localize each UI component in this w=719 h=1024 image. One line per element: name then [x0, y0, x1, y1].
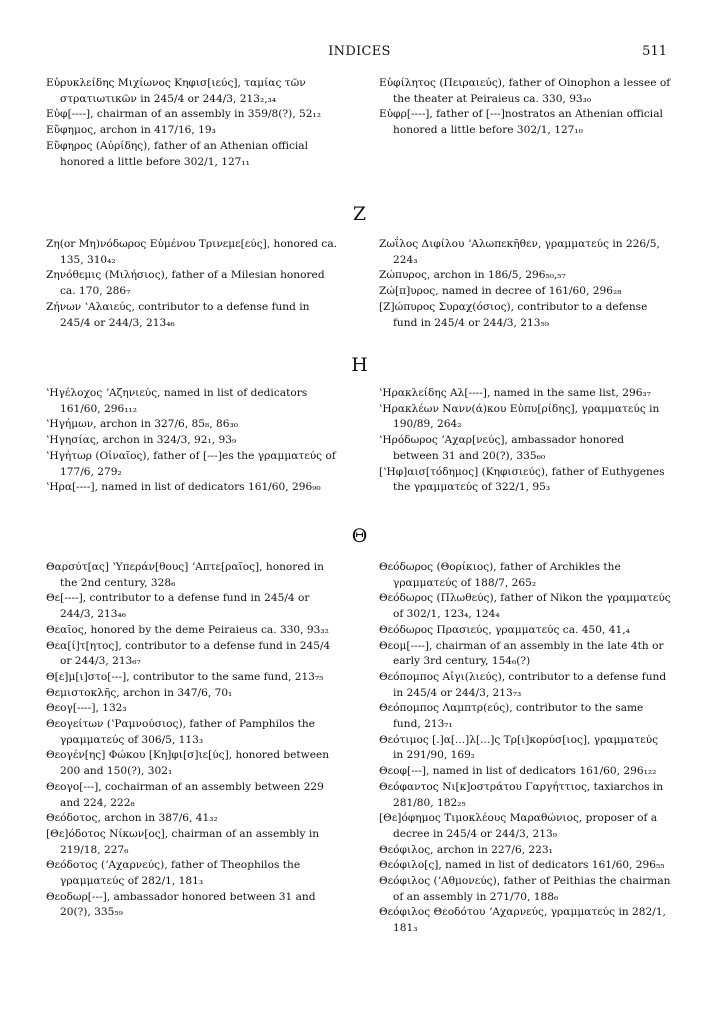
index-entry: Θεόδωρος Πρασιεύς, γραμματεύς ca. 450, 41,₄: [379, 623, 630, 636]
index-entry: ʽΗρακλέων Νανν(ά)κου Εὐπυ[ρίδης], γραμματεύς in 190/89, 264₂: [379, 402, 660, 431]
index-entry: ʽΗγήμων, archon in 327/6, 85₈, 86₃₀: [46, 418, 238, 431]
index-entry: Θαρσύτ[ας] ʽΥπεράν[θους] ʼΑπτε[ραῖος], honored in the 2nd century, 328₆: [46, 561, 324, 589]
section-epsilon-left: [46, 76, 338, 170]
index-entry: ʽΗγέλοχος ʼΑζηνιεύς, named in list of dedicators 161/60, 296₁₁₂: [46, 387, 308, 415]
section-theta-right: [379, 560, 671, 937]
index-entry: Εὐφρ[----], father of [---]nostratos an Athenian official honored a little before 302/1, 127₁₀: [379, 108, 663, 137]
index-entry: [Ζ]ώπυρος Συραχ(όσιος), contributor to a defense fund in 245/4 or 244/3, 213₅₉: [379, 300, 648, 329]
index-entry: Θεοδωρ[---], ambassador honored between 31 and 20(?), 335₅₉: [46, 890, 316, 919]
index-entry: Θεόφιλο[ς], named in list of dedicators 161/60, 296₅₅: [379, 859, 665, 872]
index-entry: Εὐφ[----], chairman of an assembly in 359/8(?), 52₁₂: [46, 108, 321, 121]
index-entry: Θεόπομπος Αἰγι(λιεύς), contributor to a defense fund in 245/4 or 244/3, 213₇₃: [379, 670, 667, 699]
section-epsilon-right: [379, 76, 671, 139]
index-entry: Θεόδωρος (Θορίκιος), father of Archikles the γραμματεύς of 188/7, 265₂: [379, 561, 621, 589]
index-entry: [Θε]όφημος Τιμοκλέους Μαραθώνιος, proposer of a decree in 245/4 or 244/3, 213₉: [379, 812, 658, 840]
index-entry: Θεόπομπος Λαμπτρ(εύς), contributor to the same fund, 213₇₁: [379, 702, 644, 731]
index-entry: Ζώ[π]υρος, named in decree of 161/60, 296₂₈: [379, 285, 622, 298]
index-entry: Εὔφημος, archon in 417/16, 19₃: [46, 124, 216, 137]
index-entry: ʽΗρα[----], named in list of dedicators 161/60, 296₉₀: [46, 481, 321, 494]
section-zeta-left: [46, 237, 338, 331]
page-number: 511: [642, 44, 667, 59]
index-entry: Ζωΐλος Διφίλου ʼΑλωπεκῆθεν, γραμματεύς in 226/5, 224₃: [379, 238, 660, 266]
index-entry: Θεόφιλος, archon in 227/6, 223₁: [379, 843, 553, 856]
index-entry: Θεόφιλος (ʼΑθμονεύς), father of Peithias the chairman of an assembly in 271/70, 188₆: [379, 875, 671, 903]
section-eta-right: [379, 386, 671, 496]
index-entry: Θεομ[----], chairman of an assembly in the late 4th or early 3rd century, 154₆(?): [379, 639, 664, 668]
index-entry: Θεόφαντος Νι[κ]οστράτου Γαργήττιος, taxiarchos in 281/80, 182₂₅: [379, 780, 664, 809]
index-entry: Θεαῖος, honored by the deme Peiraieus ca. 330, 93₃₂: [46, 623, 329, 636]
index-entry: Ζώπυρος, archon in 186/5, 296₅₀,₅₇: [379, 269, 566, 282]
section-theta-left: [46, 560, 338, 921]
index-entry: Ζηνόθεμις (Μιλήσιος), father of a Milesian honored ca. 170, 286₇: [46, 269, 325, 298]
index-entry: Θεογείτων (ʽΡαμνούσιος), father of Pamphilos the γραμματεύς of 306/5, 113₃: [46, 718, 315, 746]
index-entry: ʽΗγήτωρ (Οἰναῖος), father of [---]es the γραμματεύς of 177/6, 279₂: [46, 449, 336, 478]
index-entry: Θεογο[---], cochairman of an assembly between 229 and 224, 222₈: [46, 780, 324, 809]
index-entry: Εὐρυκλείδης Μιχίωνος Κηφισ[ιεύς], ταμίας τῶν στρατιωτικῶν in 245/4 or 244/3, 213₂,₃₄: [46, 77, 306, 105]
index-entry: Θεόφιλος Θεοδότου ʼΑχαρνεύς, γραμματεύς in 282/1, 181₃: [379, 906, 666, 935]
index-entry: Ζήνων ʽΑλαιεύς, contributor to a defense fund in 245/4 or 244/3, 213₄₆: [46, 300, 310, 329]
index-entry: [ʽΗφ]αισ[τόδημος] (Κηφισιεύς), father of Euthygenes the γραμματεύς of 322/1, 95₃: [379, 465, 665, 494]
index-entry: Θεόδοτος, archon in 387/6, 41₃₂: [46, 812, 218, 825]
index-entry: ʽΗρακλείδης Αλ[----], named in the same list, 296₃₇: [379, 387, 651, 399]
section-letter-zeta: Ζ: [352, 203, 367, 225]
index-entry: ʽΗγησίας, archon in 324/3, 92₁, 93₉: [46, 434, 237, 447]
running-title: INDICES: [328, 44, 391, 59]
page-header: [0, 44, 719, 64]
section-eta-left: [46, 386, 338, 496]
section-letter-theta: Θ: [351, 525, 368, 547]
index-entry: Θε[----], contributor to a defense fund in 245/4 or 244/3, 213₄₆: [46, 592, 310, 621]
index-entry: Θεμιστοκλῆς, archon in 347/6, 70₁: [46, 686, 233, 699]
index-entry: Θεογέν[ης] Φώκου [Κη]φι[σ]ιε[ύς], honored between 200 and 150(?), 302₁: [46, 749, 330, 778]
index-entry: Θεόδωρος (Πλωθεύς), father of Nikon the γραμματεύς of 302/1, 123₄, 124₄: [379, 592, 671, 621]
index-entry: Θ[ε]μ[ι]στο[---], contributor to the same fund, 213₇₅: [46, 670, 324, 683]
index-entry: Εὐφίλητος (Πειραιεύς), father of Oinophon a lessee of the theater at Peiraieus ca. 330, 93₃₀: [379, 77, 671, 105]
index-entry: Θεα[ί]τ[ητος], contributor to a defense fund in 245/4 or 244/3, 213₆₇: [46, 639, 331, 668]
index-entry: ʽΗρόδωρος ʼΑχαρ[νεύς], ambassador honored between 31 and 20(?), 335₆₀: [379, 434, 625, 462]
section-letter-eta: Η: [351, 354, 368, 376]
index-entry: Θεόδοτος (ʼΑχαρνεύς), father of Theophilos the γραμματεύς of 282/1, 181₃: [46, 859, 301, 888]
section-zeta-right: [379, 237, 671, 331]
index-entry: Θεογ[----], 132₃: [46, 702, 127, 715]
index-entry: Θεότιμος [.]α[...]λ[...]ς Τρ[ι]κορύσ[ιος], γραμματεύς in 291/90, 169₂: [379, 733, 659, 762]
index-entry: Θεοφ[---], named in list of dedicators 161/60, 296₁₂₂: [379, 765, 657, 778]
index-entry: Ζη(or Μη)νόδωρος Εὐμένου Τρινεμε[εύς], honored ca. 135, 310₄₂: [46, 238, 338, 266]
index-entry: Εὔφηρος (Αὐρίδης), father of an Athenian official honored a little before 302/1, 127₁₁: [46, 139, 309, 168]
index-entry: [Θε]όδοτος Νίκων[ος], chairman of an assembly in 219/18, 227₆: [46, 827, 320, 856]
